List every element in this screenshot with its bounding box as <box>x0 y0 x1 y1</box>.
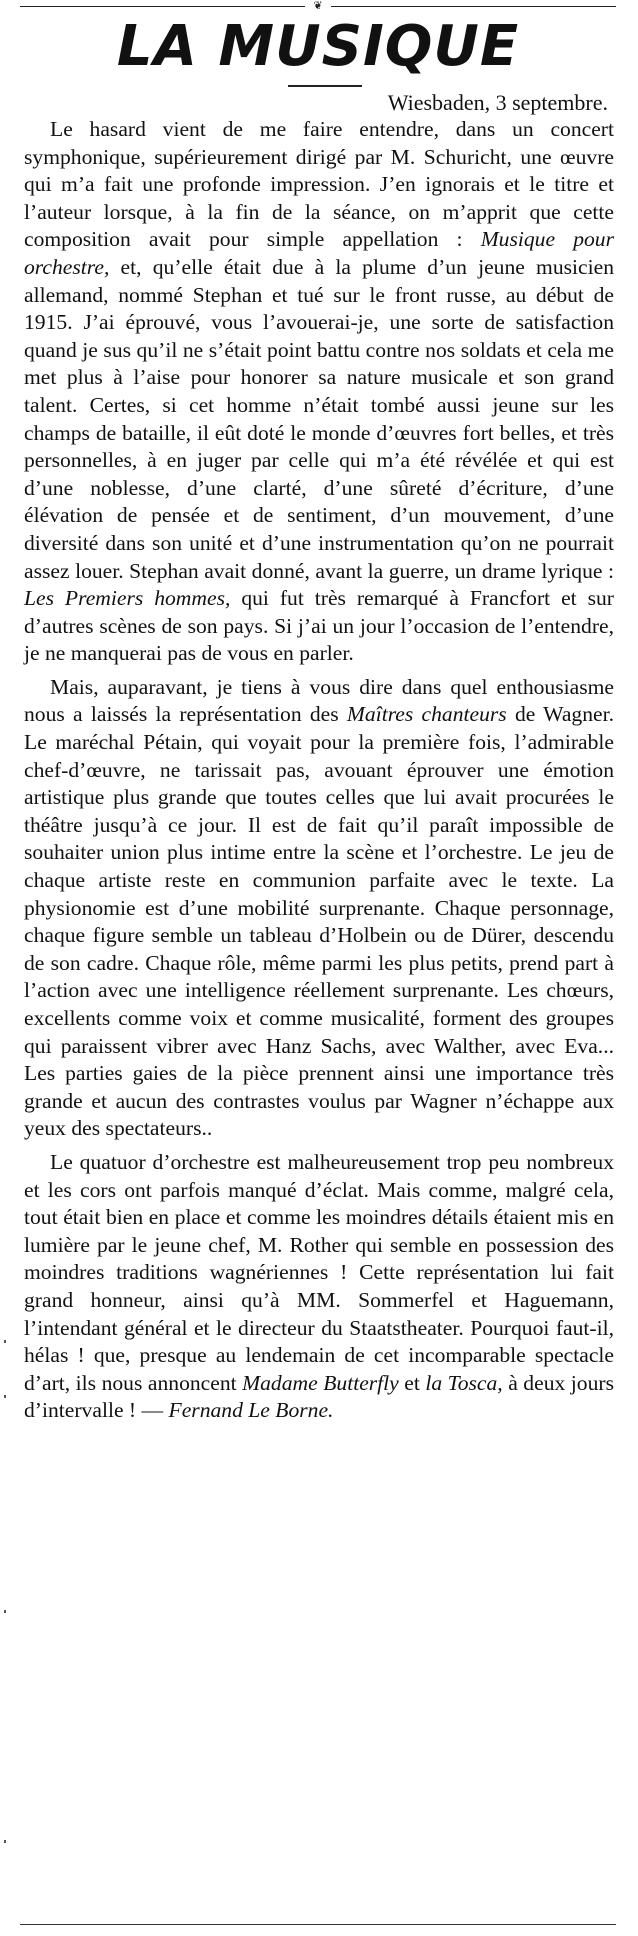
article-title: LA MUSIQUE <box>116 14 520 79</box>
work-title-la-tosca: la Tosca, <box>425 1370 503 1395</box>
author-signature: Fernand Le Borne. <box>168 1398 334 1423</box>
work-title-madame-butterfly: Madame Butterfly <box>242 1370 399 1395</box>
scan-margin-marks <box>4 0 8 1936</box>
text-segment: Mais, auparavant, je tiens à vous dire dans quel enthousiasme nous a laissés la représentation des <box>24 674 614 727</box>
top-ornament <box>20 0 616 14</box>
bottom-rule <box>20 1924 616 1925</box>
work-title-les-premiers-hommes: Les Premiers hommes, <box>24 586 231 611</box>
paragraph-1 <box>24 116 614 668</box>
text-segment: de Wagner. Le maréchal Pétain, qui voyait pour la première fois, l’admirable chef-d’œuvre, ne tarissait pas, avouant éprouver une émotion artistique plus grande que toutes celles que lui avait procurées le théâtre jusqu’à ce jour. Il est de fait qu’il paraît impossible de souhaiter union plus intime entre la scène et l’orchestre. Le jeu de chaque artiste reste en communion parfaite avec le texte. La physionomie est d’une mobilité surprenante. Chaque personnage, chaque figure semble un tableau d’Holbein ou de Dürer, descendu de son cadre. Chaque rôle, même parmi les plus petits, prend part à l’action avec une intelligence réellement surprenante. Les chœurs, excellents comme voix et comme musicalité, forment des groupes qui paraissent vibrer avec Hanz Sachs, avec Walther, avec Eva... Les parties gaies de la pièce prennent ainsi une importance très grande et aucun des contrastes voulus par Wagner n’échappe aux yeux des spectateurs.. <box>24 702 614 1141</box>
paragraph-3 <box>24 1149 614 1425</box>
article-body <box>24 116 614 1425</box>
dateline: Wiesbaden, 3 septembre. <box>387 90 608 115</box>
text-segment: qui fut très remarqué à Francfort et sur d’autres scènes de son pays. Si j’ai un jour l’occasion de l’entendre, je ne manquerai pas de vous en parler. <box>24 586 615 666</box>
text-segment: et <box>398 1370 426 1395</box>
ornament-icon: ❦ <box>305 0 331 12</box>
text-segment: à deux jours d’intervalle ! — <box>24 1370 614 1423</box>
text-segment: et, qu’elle était due à la plume d’un jeune musicien allemand, nommé Stephan et tué sur le front russe, au début de 1915. J’ai éprouvé, vous l’avouerai-je, une sorte de satisfaction quand je sus qu’il ne s’était point battu contre nos soldats et cela me met plus à l’aise pour honorer sa nature musicale et son grand talent. Certes, si cet homme n’était tombé aussi jeune sur les champs de bataille, il eût doté le monde d’œuvres fort belles, et très personnelles, à en juger par celle qui m’a été révélée et qui est d’une noblesse, d’une clarté, d’une sûreté d’écriture, d’une élévation de pensée et de sentiment, d’un mouvement, d’une diversité dans son unité et d’une instrumentation qu’on ne pourrait assez louer. Stephan avait donné, avant la guerre, un drame lyrique : <box>24 254 614 583</box>
work-title-maitres-chanteurs: Maîtres chanteurs <box>346 702 507 727</box>
newspaper-column <box>20 0 616 1936</box>
text-segment: Le hasard vient de me faire entendre, dans un concert symphonique, supérieurement dirigé par M. Schuricht, une œuvre qui m’a fait une profonde impression. J’en ignorais et le titre et l’auteur lorsque, à la fin de la séance, on m’apprit que cette composition avait pour simple appellation : <box>24 117 614 252</box>
work-title-musique-pour-orchestre: Musique pour orchestre, <box>24 227 614 279</box>
paragraph-2 <box>24 674 614 1143</box>
text-segment: Le quatuor d’orchestre est malheureusement trop peu nombreux et les cors ont parfois manqué d’éclat. Mais comme, malgré cela, tout était bien en place et comme les moindres détails étaient mis en lumière par le jeune chef, M. Rother qui semble en possession des moindres traditions wagnériennes ! Cette représentation lui fait grand honneur, ainsi qu’à MM. Sommerfel et Haguemann, l’intendant général et le directeur du Staatstheater. Pourquoi faut-il, hélas ! que, presque au lendemain de cet incomparable spectacle d’art, ils nous annoncent <box>24 1149 614 1395</box>
title-underline <box>288 85 362 87</box>
